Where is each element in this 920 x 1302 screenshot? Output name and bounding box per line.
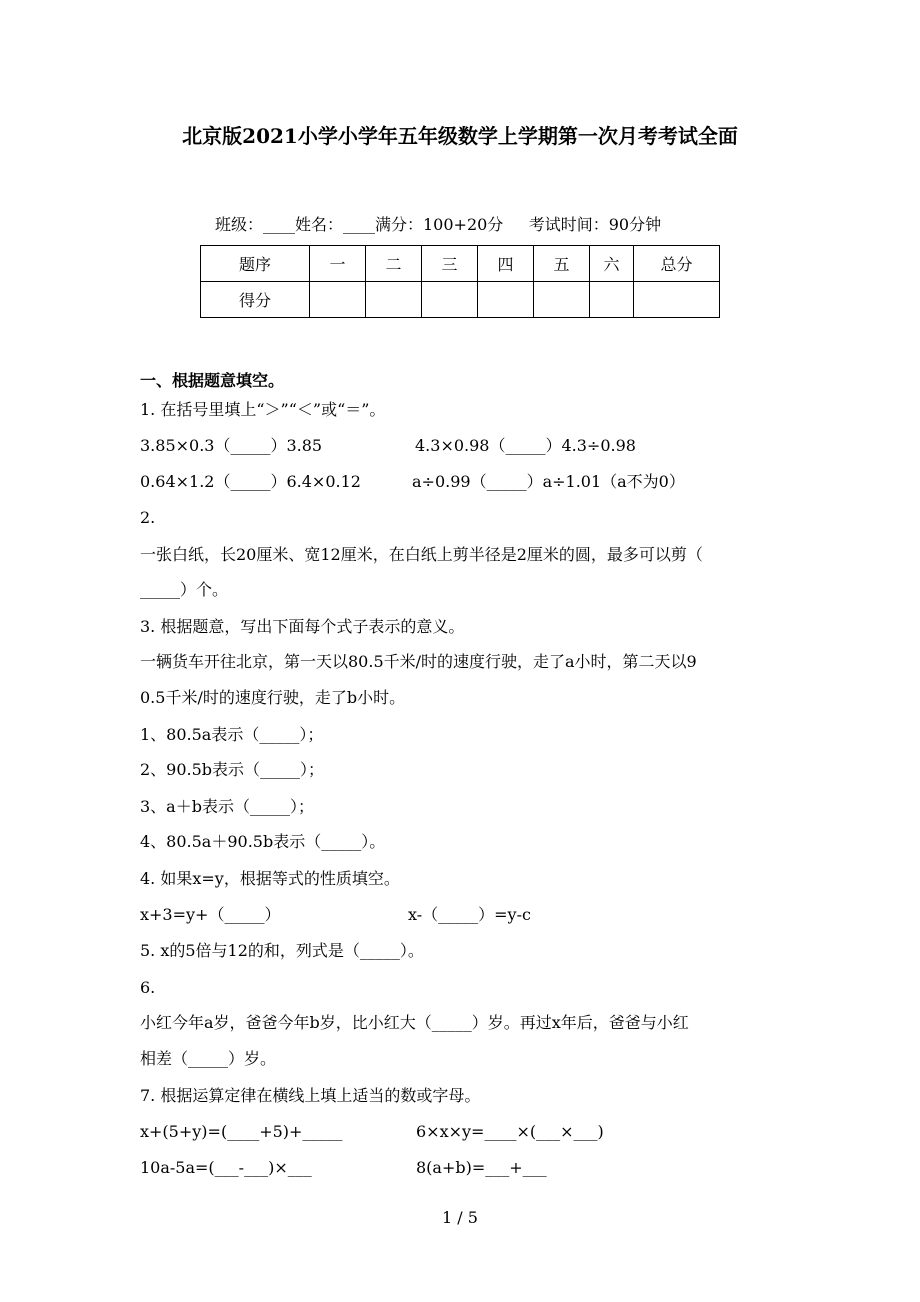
question-7-item: 6×x×y=____×(___×___) — [416, 1122, 604, 1141]
score-header-cell: 三 — [422, 246, 478, 282]
score-header-cell: 题序 — [201, 246, 310, 282]
score-table — [200, 245, 720, 318]
score-table-header-row — [201, 246, 720, 282]
question-7-item: x+(5+y)=(____+5)+_____ — [140, 1122, 343, 1141]
score-cell[interactable] — [478, 282, 534, 318]
score-cell[interactable] — [310, 282, 366, 318]
score-header-cell: 五 — [534, 246, 590, 282]
question-6-text: 小红今年a岁，爸爸今年b岁，比小红大（_____）岁。再过x年后，爸爸与小红 — [140, 1013, 689, 1032]
question-1-item: 0.64×1.2（_____）6.4×0.12 — [140, 472, 361, 491]
score-cell[interactable] — [590, 282, 634, 318]
score-header-cell: 总分 — [634, 246, 720, 282]
question-3-stem: 3. 根据题意，写出下面每个式子表示的意义。 — [140, 617, 465, 636]
question-1-item: 4.3×0.98（_____）4.3÷0.98 — [415, 436, 636, 455]
question-7-item: 8(a+b)=___+___ — [416, 1158, 547, 1177]
question-1-item: 3.85×0.3（_____）3.85 — [140, 436, 323, 455]
score-header-cell: 二 — [366, 246, 422, 282]
exam-info-line: 班级：____姓名：____满分：100+20分 考试时间：90分钟 — [215, 215, 662, 234]
question-3-sub: 4、80.5a＋90.5b表示（_____）。 — [140, 832, 386, 851]
question-2-number: 2. — [140, 508, 156, 527]
score-header-cell: 四 — [478, 246, 534, 282]
question-3-sub: 3、a＋b表示（_____）； — [140, 797, 314, 816]
question-3-text: 0.5千米/时的速度行驶，走了b小时。 — [140, 688, 406, 707]
question-6-number: 6. — [140, 978, 156, 997]
question-2-text: 一张白纸，长20厘米、宽12厘米，在白纸上剪半径是2厘米的圆，最多可以剪（ — [140, 545, 703, 564]
score-table-score-row — [201, 282, 720, 318]
score-cell[interactable] — [634, 282, 720, 318]
section-heading: 一、根据题意填空。 — [140, 371, 285, 390]
question-2-text: _____）个。 — [140, 580, 229, 599]
question-3-sub: 1、80.5a表示（_____）； — [140, 725, 324, 744]
score-cell[interactable] — [422, 282, 478, 318]
score-cell[interactable] — [534, 282, 590, 318]
score-header-cell: 六 — [590, 246, 634, 282]
page-title: 北京版2021小学小学年五年级数学上学期第一次月考考试全面 — [182, 124, 738, 148]
question-3-text: 一辆货车开往北京，第一天以80.5千米/时的速度行驶，走了a小时，第二天以9 — [140, 652, 697, 671]
question-6-text: 相差（_____）岁。 — [140, 1049, 277, 1068]
question-5: 5. x的5倍与12的和，列式是（_____）。 — [140, 941, 424, 960]
page-number: 1 / 5 — [442, 1208, 478, 1227]
question-3-sub: 2、90.5b表示（_____）； — [140, 760, 325, 779]
score-row-label: 得分 — [201, 282, 310, 318]
question-4-stem: 4. 如果x=y，根据等式的性质填空。 — [140, 869, 400, 888]
question-7-item: 10a-5a=(___-___)×___ — [140, 1158, 312, 1177]
score-header-cell: 一 — [310, 246, 366, 282]
question-4-item: x+3=y+（_____） — [140, 905, 281, 924]
question-1-item: a÷0.99（_____）a÷1.01（a不为0） — [412, 472, 685, 491]
question-1-stem: 1. 在括号里填上“＞”“＜”或“＝”。 — [140, 400, 386, 419]
score-cell[interactable] — [366, 282, 422, 318]
question-7-stem: 7. 根据运算定律在横线上填上适当的数或字母。 — [140, 1086, 481, 1105]
question-4-item: x-（_____）=y-c — [408, 905, 531, 924]
